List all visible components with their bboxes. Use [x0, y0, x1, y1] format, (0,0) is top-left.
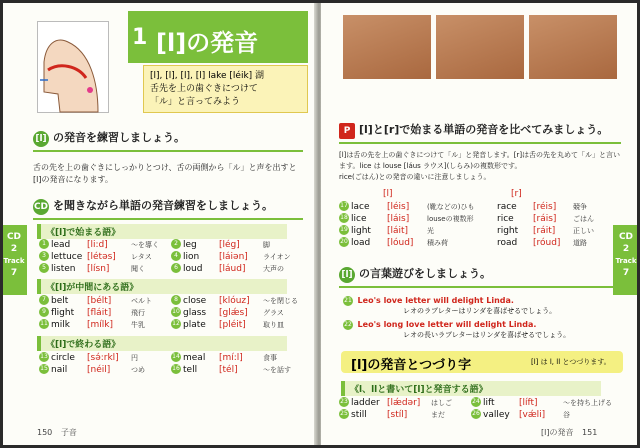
- mouth-photo-1: [343, 15, 431, 79]
- track-number: 19: [340, 226, 348, 233]
- l-pronunciation: [lóud]: [387, 237, 414, 248]
- meaning: 取り皿: [263, 320, 284, 329]
- pronunciation: [tél]: [219, 364, 238, 375]
- meaning: つめ: [131, 365, 145, 374]
- pronunciation: [mí:l]: [219, 352, 243, 363]
- l-pronunciation: [léis]: [387, 201, 410, 212]
- cd-track-tab: CD 2 Track 7: [613, 225, 637, 295]
- word: tell: [183, 364, 198, 375]
- lesson-number: 1: [132, 25, 148, 50]
- mouth-photo-2: [436, 15, 524, 79]
- word: close: [183, 295, 207, 306]
- track-number: 15: [40, 365, 48, 372]
- word: leg: [183, 239, 197, 250]
- section-practice: [33, 129, 303, 186]
- pronunciation: [lǽdər]: [387, 397, 421, 408]
- word-item: [171, 295, 298, 307]
- pronunciation: [glǽs]: [219, 307, 248, 318]
- footer: [541, 427, 597, 438]
- word: lettuce: [51, 251, 83, 262]
- lesson-title-box: [128, 11, 308, 63]
- word-item: [39, 295, 152, 307]
- l-word: load: [351, 237, 371, 248]
- pronunciation: [stíl]: [387, 409, 408, 420]
- compare-paragraph: [l]は舌の先を上の歯ぐきにつけて「ル」と発音します。[r]は舌の先を丸めて「ル」と言います。lice は louse [láus ラウス](しらみ)の複数形です。: [339, 151, 621, 170]
- minimal-pair-row: [339, 225, 594, 237]
- section-title: を聞きながら単語の発音練習をしましょう。: [53, 199, 273, 212]
- r-meaning: 道路: [573, 238, 587, 247]
- pronunciation: [pléit]: [219, 319, 246, 330]
- tongue-twister-2: 22 Leo's long love letter will delight Linda. レオの長いラブレターはリンダを喜ばせるでしょう。: [344, 320, 571, 339]
- pronunciation: [klóuz]: [219, 295, 250, 306]
- meaning: 谷: [563, 410, 570, 419]
- track-number: 25: [340, 410, 348, 417]
- minimal-pair-row: [339, 237, 587, 249]
- minimal-pair-row: [339, 213, 594, 225]
- spelling-banner: [341, 351, 623, 373]
- word-item: [171, 239, 270, 251]
- info-line-3: 「ル」と言ってみよう: [150, 97, 241, 107]
- word-item: [171, 319, 284, 331]
- track-number: 11: [40, 320, 48, 327]
- divider: [339, 286, 621, 288]
- r-meaning: 正しい: [573, 226, 594, 235]
- spelling-title: [l]の発音とつづり字: [351, 358, 472, 373]
- r-word: right: [497, 225, 519, 236]
- word: valley: [483, 409, 510, 420]
- meaning: まだ: [431, 410, 445, 419]
- track-number: 4: [171, 251, 181, 261]
- word: belt: [51, 295, 69, 306]
- word-item: [171, 263, 284, 275]
- word-item: [171, 307, 284, 319]
- track-number: 26: [472, 410, 480, 417]
- track-number: 16: [172, 365, 180, 372]
- word-item: [39, 251, 152, 263]
- meaning: 食事: [263, 353, 277, 362]
- word: flight: [51, 307, 75, 318]
- word: lead: [51, 239, 71, 250]
- r-meaning: ごはん: [573, 214, 594, 223]
- track-number: 13: [40, 353, 48, 360]
- section-badge: [l]: [33, 131, 49, 147]
- pronunciation: [láud]: [219, 263, 246, 274]
- l-pronunciation: [láit]: [387, 225, 409, 236]
- track-number: 14: [172, 353, 180, 360]
- track-number: 1: [39, 239, 49, 249]
- l-meaning: louseの複数形: [427, 214, 474, 223]
- word-item: [39, 239, 159, 251]
- meaning: 〜を導く: [131, 240, 159, 249]
- mouth-diagram: [37, 21, 109, 113]
- track-number: 12: [172, 320, 180, 327]
- track-number: 5: [39, 263, 49, 273]
- cd-icon: CD: [33, 199, 49, 215]
- section-paragraph: 舌の先を上の歯ぐきにしっかりとつけ、舌の両側から「ル」と声を出すと[l]の発音になります。: [33, 163, 297, 184]
- section-badge: [l]: [339, 267, 355, 283]
- lesson-title: [l]の発音: [156, 29, 259, 57]
- tongue-twister-1: 21 Leo's love letter will delight Linda. レオのラブレターはリンダを喜ばせるでしょう。: [344, 296, 557, 315]
- word-item: [39, 319, 145, 331]
- mouth-photo-3: [529, 15, 617, 79]
- word: glass: [183, 307, 207, 318]
- r-word: race: [497, 201, 517, 212]
- divider: [339, 142, 621, 144]
- spelling-note: [l] は l, ll とつづります。: [531, 358, 611, 366]
- l-column-head: [l]: [383, 189, 393, 199]
- meaning: 飛行: [131, 308, 145, 317]
- pronunciation: [bélt]: [87, 295, 112, 306]
- meaning: 〜を閉じる: [263, 296, 298, 305]
- word: milk: [51, 319, 70, 330]
- word: meal: [183, 352, 206, 363]
- meaning: 大声の: [263, 264, 284, 273]
- word: loud: [183, 263, 203, 274]
- info-box: [143, 65, 308, 113]
- category-start: 《[l]で始まる語》: [37, 224, 287, 239]
- l-word: lace: [351, 201, 370, 212]
- track-number: 18: [340, 214, 348, 221]
- footer-label: [l]の発音: [541, 428, 574, 437]
- info-line-2: 舌先を上の歯ぐきにつけて: [150, 84, 258, 94]
- pronunciation: [fláit]: [87, 307, 112, 318]
- compare-paragraph-2: rice(ごはん)との発音の違いに注意しましょう。: [339, 173, 491, 181]
- r-pronunciation: [róud]: [533, 237, 561, 248]
- track-number: 6: [171, 263, 181, 273]
- page-number: 150: [37, 428, 53, 437]
- word: listen: [51, 263, 76, 274]
- track-number: 10: [172, 308, 180, 315]
- footer-label: 子音: [60, 428, 77, 437]
- track-number: 8: [171, 295, 181, 305]
- section-compare: [339, 121, 621, 183]
- l-meaning: (靴などの)ひも: [427, 202, 475, 211]
- word: nail: [51, 364, 68, 375]
- spelling-category: 《l、llと書いて[l]と発音する語》: [341, 381, 601, 396]
- footer: [37, 427, 77, 438]
- track-number: 3: [39, 251, 49, 261]
- word-item: [339, 397, 452, 409]
- word-item: [339, 409, 445, 421]
- meaning: 聞く: [131, 264, 145, 273]
- word-item: [39, 352, 138, 364]
- r-pronunciation: [ráit]: [533, 225, 556, 236]
- track-number: 2: [171, 239, 181, 249]
- word: lift: [483, 397, 495, 408]
- r-column-head: [r]: [511, 189, 522, 199]
- category-end: 《[l]で終わる語》: [37, 336, 287, 351]
- pronunciation: [líft]: [519, 397, 538, 408]
- word-item: [39, 364, 145, 376]
- meaning: はしご: [431, 398, 452, 407]
- left-page: [3, 3, 317, 445]
- pronunciation: [mílk]: [87, 319, 114, 330]
- pronunciation: [létəs]: [87, 251, 116, 262]
- r-meaning: 競争: [573, 202, 587, 211]
- word-item: [171, 352, 277, 364]
- track-number: 17: [340, 202, 348, 209]
- track-number: 20: [340, 238, 348, 245]
- section-title: の言葉遊びをしましょう。: [359, 267, 491, 280]
- page-number: 151: [582, 428, 598, 437]
- l-meaning: 光: [427, 226, 434, 235]
- track-number: 24: [472, 398, 480, 405]
- word-item: [171, 251, 291, 263]
- section-title: の発音を練習しましょう。: [53, 131, 185, 144]
- l-word: lice: [351, 213, 367, 224]
- section-cd: [33, 197, 303, 220]
- l-meaning: 積み荷: [427, 238, 448, 247]
- word: ladder: [351, 397, 380, 408]
- r-pronunciation: [réis]: [533, 201, 557, 212]
- meaning: ベルト: [131, 296, 152, 305]
- info-line-1: [l], [l], [l], [l] lake [léik] 湖: [150, 71, 265, 81]
- r-pronunciation: [ráis]: [533, 213, 557, 224]
- meaning: 〜を持ち上げる: [563, 398, 612, 407]
- track-number: 9: [39, 307, 49, 317]
- section-wordplay: [339, 265, 621, 288]
- word-item: [471, 397, 612, 409]
- r-word: road: [497, 237, 518, 248]
- word-item: [171, 364, 291, 376]
- right-page: [321, 3, 637, 445]
- word-item: [39, 307, 145, 319]
- pronunciation: [li:d]: [87, 239, 108, 250]
- pronunciation: [sə́:rkl]: [87, 352, 119, 363]
- word-item: [471, 409, 570, 421]
- meaning: 〜を話す: [263, 365, 291, 374]
- category-middle: 《[l]が中間にある語》: [37, 279, 287, 294]
- meaning: 円: [131, 353, 138, 362]
- r-word: rice: [497, 213, 514, 224]
- pronunciation: [lég]: [219, 239, 240, 250]
- l-word: light: [351, 225, 371, 236]
- meaning: 脚: [263, 240, 270, 249]
- word: circle: [51, 352, 75, 363]
- meaning: レタス: [131, 252, 152, 261]
- word: plate: [183, 319, 206, 330]
- divider: [33, 150, 303, 152]
- meaning: ライオン: [263, 252, 291, 261]
- meaning: 牛乳: [131, 320, 145, 329]
- pronunciation: [néil]: [87, 364, 111, 375]
- word-item: [39, 263, 145, 275]
- word: still: [351, 409, 367, 420]
- section-title: [l]と[r]で始まる単語の発音を比べてみましょう。: [359, 123, 609, 136]
- l-pronunciation: [láis]: [387, 213, 410, 224]
- pronunciation: [lísn]: [87, 263, 110, 274]
- word: lion: [183, 251, 200, 262]
- divider: [33, 218, 303, 220]
- cd-track-tab: CD 2 Track 7: [3, 225, 27, 295]
- minimal-pair-row: [339, 201, 587, 213]
- pronunciation: [láiən]: [219, 251, 248, 262]
- p-icon: P: [339, 123, 355, 139]
- meaning: グラス: [263, 308, 284, 317]
- track-number: 7: [39, 295, 49, 305]
- pronunciation: [vǽli]: [519, 409, 546, 420]
- track-number: 23: [340, 398, 348, 405]
